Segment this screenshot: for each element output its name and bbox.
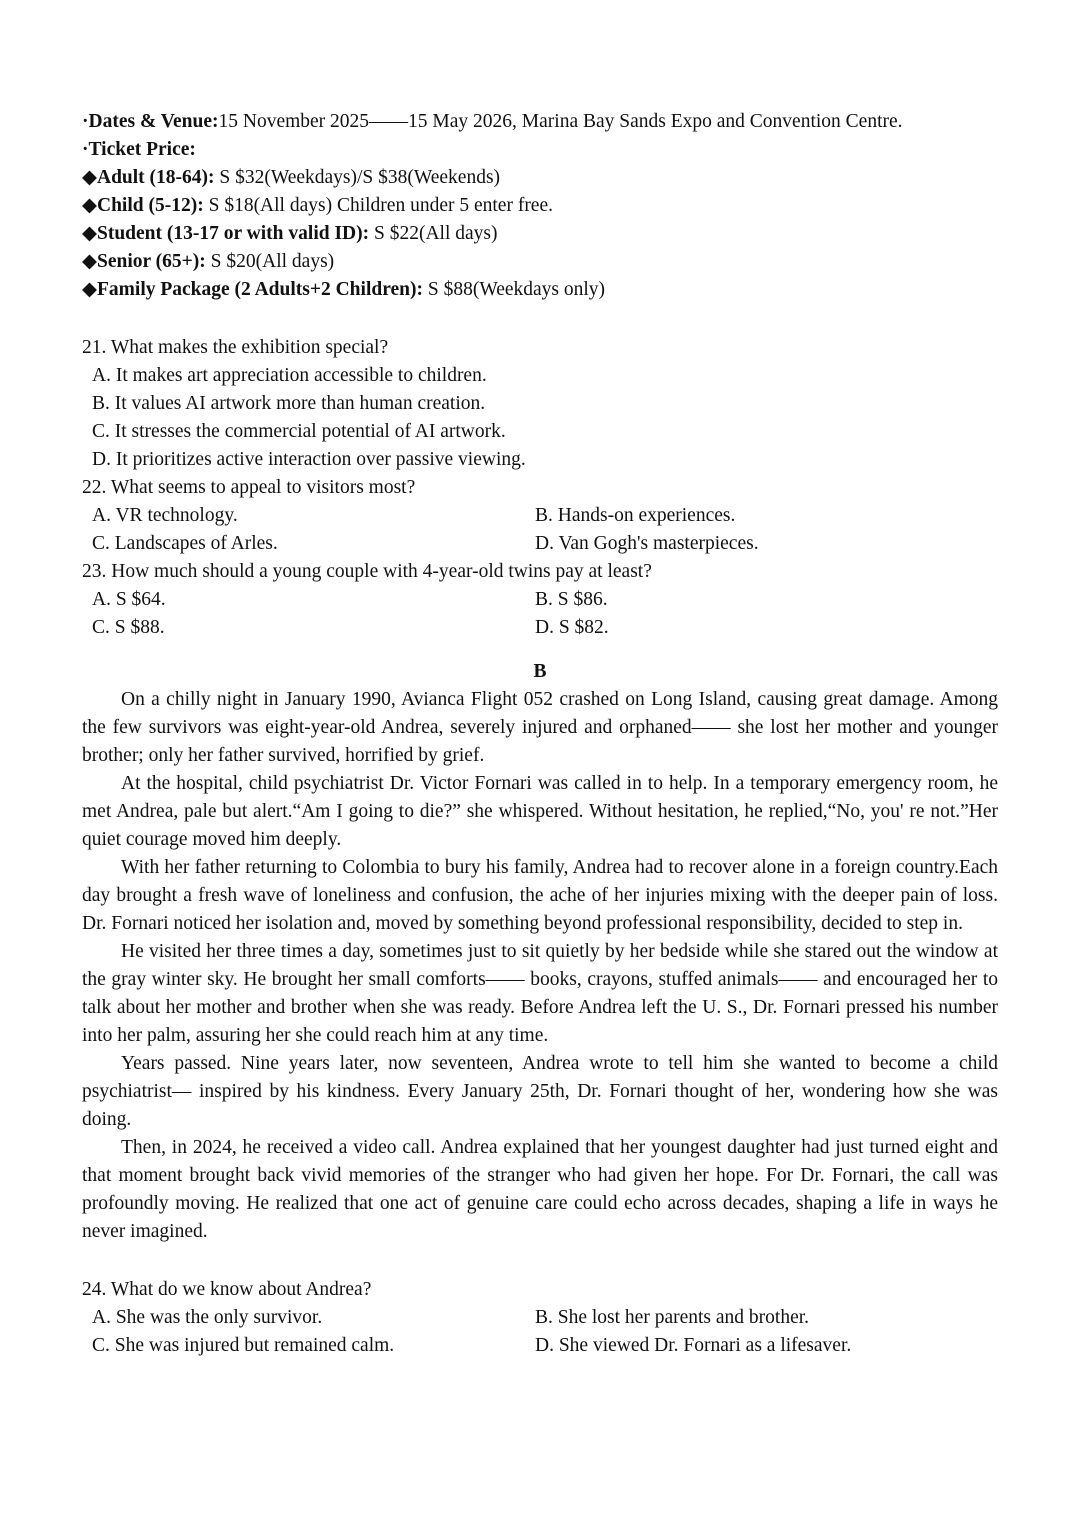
question-21 [82,334,998,474]
option-c: C. Landscapes of Arles. [92,533,278,554]
passage-paragraph: He visited her three times a day, sometimes just to sit quietly by her bedside while she stared out the window at the gray winter sky. He brought her small comforts—— books, crayons, stuffed animals—— and encouraged her to talk about her mother and brother when she was ready. Before Andrea left the U. S., Dr. Fornari pressed his number into her palm, assuring her she could reach him at any time. [82,941,998,1046]
question-24 [82,1276,998,1360]
price-family: ◆Family Package (2 Adults+2 Children): S $88(Weekdays only) [82,279,606,300]
option-d: D. Van Gogh's masterpieces. [535,533,759,554]
question-stem: 23. How much should a young couple with 4-year-old twins pay at least? [82,561,652,582]
option-b: B. S $86. [535,589,608,610]
question-22 [82,474,998,558]
question-23 [82,558,998,642]
option-d: D. S $82. [535,617,609,638]
passage-b [82,686,998,1246]
price-child: ◆Child (5-12): S $18(All days) Children under 5 enter free. [82,195,553,216]
price-student: ◆Student (13-17 or with valid ID): S $22(All days) [82,223,498,244]
question-stem: 22. What seems to appeal to visitors most? [82,477,416,498]
option-a: A. She was the only survivor. [92,1307,323,1328]
option-d: D. It prioritizes active interaction over passive viewing. [92,449,526,470]
option-d: D. She viewed Dr. Fornari as a lifesaver. [535,1335,852,1356]
passage-paragraph: At the hospital, child psychiatrist Dr. Victor Fornari was called in to help. In a temporary emergency room, he met Andrea, pale but alert.“Am I going to die?” she whispered. Without hesitation, he replied,“No, you' re not.”Her quiet courage moved him deeply. [82,773,998,850]
option-b: B. Hands-on experiences. [535,505,736,526]
option-c: C. She was injured but remained calm. [92,1335,395,1356]
section-title: B [533,661,547,682]
question-stem: 24. What do we know about Andrea? [82,1279,372,1300]
question-stem: 21. What makes the exhibition special? [82,337,389,358]
price-adult: ◆Adult (18-64): S $32(Weekdays)/S $38(Weekends) [82,167,501,188]
option-c: C. S $88. [92,617,165,638]
passage-paragraph: Years passed. Nine years later, now seventeen, Andrea wrote to tell him she wanted to become a child psychiatrist— inspired by his kindness. Every January 25th, Dr. Fornari thought of her, wondering how she was doing. [82,1053,998,1130]
option-c: C. It stresses the commercial potential of AI artwork. [92,421,506,442]
exhibition-info [82,108,998,304]
dates-venue-line: ·Dates & Venue:15 November 2025——15 May 2026, Marina Bay Sands Expo and Convention Centre. [82,111,903,132]
option-a: A. It makes art appreciation accessible to children. [92,365,487,386]
option-b: B. She lost her parents and brother. [535,1307,810,1328]
ticket-price-heading: ·Ticket Price: [82,139,196,160]
option-a: A. S $64. [92,589,166,610]
passage-paragraph: On a chilly night in January 1990, Avianca Flight 052 crashed on Long Island, causing great damage. Among the few survivors was eight-year-old Andrea, severely injured and orphaned—— she lost her mother and younger brother; only her father survived, horrified by grief. [82,689,998,766]
option-b: B. It values AI artwork more than human creation. [92,393,486,414]
option-a: A. VR technology. [92,505,238,526]
price-senior: ◆Senior (65+): S $20(All days) [82,251,335,272]
exam-page [82,108,998,1360]
passage-paragraph: With her father returning to Colombia to bury his family, Andrea had to recover alone in a foreign country.Each day brought a fresh wave of loneliness and confusion, the ache of her injuries mixing with the deeper pain of loss. Dr. Fornari noticed her isolation and, moved by something beyond professional responsibility, decided to step in. [82,857,998,934]
passage-paragraph: Then, in 2024, he received a video call. Andrea explained that her youngest daughter had just turned eight and that moment brought back vivid memories of the stranger who had given her hope. For Dr. Fornari, the call was profoundly moving. He realized that one act of genuine care could echo across decades, shaping a life in ways he never imagined. [82,1137,998,1242]
